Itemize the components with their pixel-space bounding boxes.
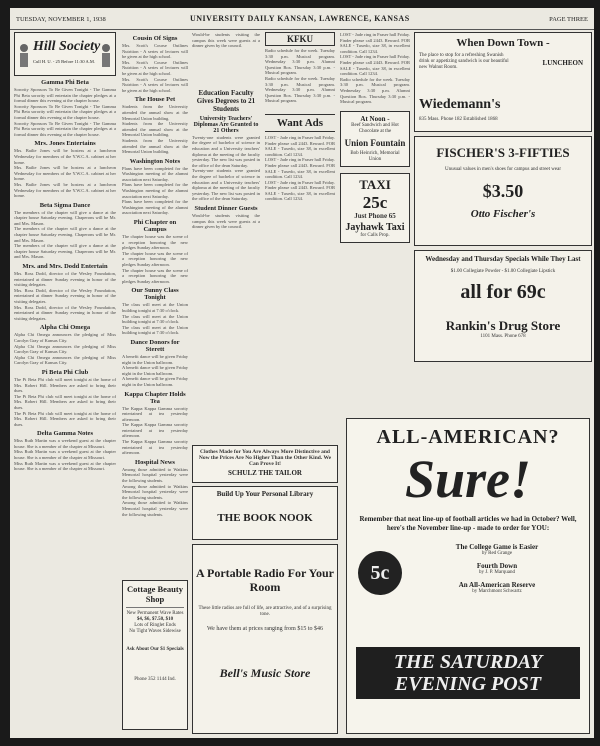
column-three-lead: Would-be students visiting the campus this week were guests at a dinner given by the council. bbox=[192, 32, 260, 49]
misc-text: LOST - Jade ring in Fraser hall Friday. Finder please call 2443. Reward. FOR SALE - Tuxedo, size 38, in excellent condition. Call 1234. bbox=[340, 32, 410, 54]
kfku-banner: KFKU bbox=[265, 32, 335, 46]
col2-text: A benefit dance will be given Friday night in the Union ballroom. bbox=[122, 353, 188, 365]
article-3: An All-American Reserve bbox=[458, 581, 536, 589]
col2-head: Dance Donors for Sterett bbox=[130, 338, 180, 353]
society-text: Alpha Chi Omega announces the pledging of Miss Carolyn Gray of Kansas City. bbox=[14, 343, 116, 355]
society-text: Alpha Chi Omega announces the pledging of Miss Carolyn Gray of Kansas City. bbox=[14, 354, 116, 366]
col2-head: Cousin Of Signs bbox=[132, 35, 178, 42]
col2-text: A benefit dance will be given Friday night in the Union ballroom. bbox=[122, 365, 188, 376]
col2-text: The Kappa Kappa Gamma sorority entertained at tea yesterday afternoon. bbox=[122, 405, 188, 422]
hill-society-title: Hill Society bbox=[33, 39, 101, 54]
society-text: Miss Ruth Martin was a weekend guest at the chapter house. She is a member of the chapter at Missouri. bbox=[14, 438, 116, 449]
col2-head: Washington Notes bbox=[129, 157, 181, 165]
society-head: Pi Beta Phi Club bbox=[41, 368, 89, 376]
col2-text: The chapter house was the scene of a reception honoring the new pledges Sunday afternoon. bbox=[122, 250, 188, 267]
taxi-phone: Just Phone 65 bbox=[354, 211, 396, 220]
schulz-name: SCHULZ THE TAILOR bbox=[228, 469, 302, 477]
col2-text: Students from the University attended the annual show at the Memorial Union building. bbox=[122, 137, 188, 155]
society-text: Sorority Sponsors To Be Given Tonight - The Gamma Phi Beta sorority will entertain the chapter pledges at a formal dinner this evening at the chapter house. bbox=[14, 87, 116, 104]
col2-text: The class will meet at the Union building tonight at 7:30 o'clock. bbox=[122, 302, 188, 313]
society-text: Alpha Chi Omega announces the pledging of Miss Carolyn Gray of Kansas City. bbox=[14, 332, 116, 343]
col2-text: The class will meet at the Union building tonight at 7:30 o'clock. bbox=[122, 324, 188, 336]
otto-fischer-logo: Otto Fischer's bbox=[470, 208, 536, 220]
fischer-text: Unusual values in men's shoes for campus and street wear bbox=[444, 167, 561, 172]
society-head: Mrs. Jones Entertains bbox=[34, 140, 96, 148]
col2-text: Students from the University attended the annual show at the Memorial Union building. bbox=[122, 121, 188, 138]
col2-text: A benefit dance will be given Friday night in the Union ballroom. bbox=[122, 376, 188, 387]
article-2: Fourth Down bbox=[476, 562, 518, 570]
column-four-b bbox=[340, 32, 410, 442]
society-text: Sorority Sponsors To Be Given Tonight - The Gamma Phi Beta sorority will entertain the chapter pledges at a formal dinner this evening at the chapter house. bbox=[14, 120, 116, 137]
col2-text: The chapter house was the scene of a reception honoring the new pledges Sunday afternoon. bbox=[122, 234, 188, 251]
book-nook-ad bbox=[192, 486, 338, 540]
radio-schedule: Radio schedule for the week. Tuesday 3:30 p.m. Musical program. Wednesday 3:30 p.m. Alumni Question Box. Thursday 3:30 p.m. - Musical program. bbox=[265, 48, 335, 76]
union-name: Union Fountain bbox=[344, 137, 406, 148]
header-page: PAGE THREE bbox=[549, 16, 588, 23]
society-text: The members of the chapter will give a dance at the chapter house Saturday evening. Chaperons will be Mr. and Mrs. Mason. bbox=[14, 243, 116, 260]
all-american-head: ALL-AMERICAN? bbox=[376, 426, 560, 448]
society-text: Mrs. Bailie Jones will be hostess at a luncheon Wednesday for members of the Y.W.C.A. cabinet at her home. bbox=[14, 165, 116, 182]
society-text: Mrs. Bailie Jones will be hostess at a luncheon Wednesday for members of the Y.W.C.A. cabinet at her home. bbox=[14, 148, 116, 165]
wiedemann-ad bbox=[414, 32, 592, 132]
misc-text-3: Radio schedule for the week. Tuesday 3:30 p.m. Musical program. Wednesday 3:30 p.m. Alumni Question Box. Thursday 3:30 p.m. - Musical program. bbox=[340, 76, 410, 105]
rankin-head: Wednesday and Thursday Specials While They Last bbox=[425, 255, 581, 263]
fischer-price: $3.50 bbox=[482, 181, 524, 201]
col2-text: Among those admitted to Watkins Memorial hospital yesterday were the following students. bbox=[122, 466, 188, 484]
misc-text-2: LOST - Jade ring in Fraser hall Friday. Finder please call 2443. Reward. FOR SALE - Tuxedo, size 38, in excellent condition. Call 1234. bbox=[340, 54, 410, 77]
figure-left-icon bbox=[17, 43, 31, 69]
radio-text: These little radios are full of life, are attractive, and of a surprising tone. bbox=[198, 606, 332, 617]
taxi-head: TAXI bbox=[359, 176, 391, 192]
want-ads-text: LOST - Jade ring in Fraser hall Friday. Finder please call 2443. Reward. FOR SALE - Tuxedo, size 38, in excellent condition. Call 1234. bbox=[265, 134, 335, 157]
articles-block bbox=[350, 543, 586, 643]
col2-text: The Kappa Kappa Gamma sorority entertained at tea yesterday afternoon. bbox=[122, 422, 188, 439]
library-head: Build Up Your Personal Library bbox=[216, 490, 314, 498]
society-head: Mrs. and Mrs. Dodd Entertain bbox=[22, 263, 108, 271]
col2-text: Mrs. Scott's Course Outlines Nutrition - A series of lectures will be given at the high school. bbox=[122, 43, 188, 60]
col2-text: Plans have been completed for the Washington meeting of the alumni association next Saturday. bbox=[122, 182, 188, 199]
column-society bbox=[14, 32, 116, 732]
divider bbox=[126, 607, 184, 608]
newspaper-page bbox=[10, 8, 594, 738]
jayhawk-sub: for Calls Prop. bbox=[360, 232, 390, 238]
society-text: The Pi Beta Phi club will meet tonight at the home of Mrs. Robert Hill. Members are asked to bring their dues. bbox=[14, 393, 116, 410]
col2-head: Phi Chapter on Campus bbox=[133, 219, 177, 234]
cottage-title: Cottage Beauty Shop bbox=[127, 584, 183, 604]
col2-text: Plans have been completed for the Washington meeting of the alumni association next Saturday. bbox=[122, 165, 188, 182]
society-text: Miss Ruth Martin was a weekend guest at the chapter house. She is a member of the chapter at Missouri. bbox=[14, 460, 116, 472]
article-1-by: by Red Grange bbox=[481, 551, 513, 556]
student-dinner-head: Student Dinner Guests bbox=[194, 204, 258, 212]
schulz-text: Clothes Made for You Are Always More Distinctive and Now the Prices Are No Higher Than the Other Kind. We Can Prove It! bbox=[198, 449, 332, 467]
col2-text: Mrs. Scott's Course Outlines Nutrition - A series of lectures will be given at the high school. bbox=[122, 59, 188, 76]
articles-list bbox=[412, 543, 582, 595]
taxi-price: 25c bbox=[362, 192, 388, 212]
column-two-items bbox=[122, 35, 188, 517]
cottage-line-3: Lots of Ringlet Ends bbox=[134, 623, 176, 628]
union-head: At Noon - bbox=[360, 114, 390, 123]
cottage-ask: Ask About Our $1 Specials bbox=[126, 647, 184, 652]
wiedemann-name: Wiedemann's bbox=[419, 97, 501, 112]
society-text: The members of the chapter will give a dance at the chapter house Saturday evening. Chaperons will be Mr. and Mrs. Mason. bbox=[14, 209, 116, 226]
society-text: Mrs. Ross Dodd, director of the Wesley Foundation, entertained at dinner Sunday evening in honor of the visiting delegates. bbox=[14, 304, 116, 321]
rankin-name: Rankin's Drug Store bbox=[445, 318, 561, 333]
society-text: Miss Ruth Martin was a weekend guest at the chapter house. She is a member of the chapter at Missouri. bbox=[14, 449, 116, 461]
wiedemann-head: When Down Town - bbox=[456, 37, 550, 49]
header-title: UNIVERSITY DAILY KANSAN, LAWRENCE, KANSAS bbox=[190, 14, 410, 23]
rankin-sub: 1101 Mass. Phone 678 bbox=[480, 334, 526, 339]
jayhawk-name: Jayhawk Taxi bbox=[345, 221, 405, 233]
union-ad bbox=[340, 111, 410, 167]
education-headline: Education Faculty Gives Degrees to 21 Students bbox=[196, 88, 256, 113]
column-three bbox=[192, 32, 260, 442]
bells-radio-ad bbox=[192, 544, 338, 734]
sure-text: Remember that neat line-up of football articles we had in October? Well, here's the November line-up - made to order for YOU: bbox=[359, 515, 577, 532]
col2-text: The class will meet at the Union building tonight at 7:30 o'clock. bbox=[122, 313, 188, 325]
col2-text: Plans have been completed for the Washington meeting of the alumni association next Saturday. bbox=[122, 199, 188, 216]
want-ads-banner: Want Ads bbox=[265, 114, 335, 132]
page-header bbox=[10, 8, 594, 30]
wiedemann-sub: 835 Mass. Phone 182 Established 1868 bbox=[419, 117, 498, 122]
society-text: Mrs. Ross Dodd, director of the Wesley Foundation, entertained at dinner Sunday evening in honor of the visiting delegates. bbox=[14, 271, 116, 288]
saturday-evening-post-ad bbox=[346, 418, 590, 734]
society-text: The Pi Beta Phi club will meet tonight at the home of Mrs. Robert Hill. Members are asked to bring their dues. bbox=[14, 410, 116, 427]
col2-text: The chapter house was the scene of a reception honoring the new pledges Sunday afternoon. bbox=[122, 267, 188, 284]
column-ads-right bbox=[414, 32, 592, 442]
want-ads-text-3: LOST - Jade ring in Fraser hall Friday. Finder please call 2443. Reward. FOR SALE - Tuxedo, size 38, in excellent condition. Call 1234. bbox=[265, 179, 335, 202]
col2-text: Among those admitted to Watkins Memorial hospital yesterday were the following students. bbox=[122, 500, 188, 517]
header-date: TUESDAY, NOVEMBER 1, 1938 bbox=[16, 16, 106, 23]
society-items bbox=[14, 79, 116, 472]
fischer-ad bbox=[414, 136, 592, 246]
hill-society-sub: Cull H. U. - 25 Before 11:30 A.M. bbox=[33, 59, 95, 64]
education-text-2: Twenty-one students were granted the degree of bachelor of science in education and a University teachers' diploma at the meeting of the faculty yesterday. The new list was posted in the office of the dean Saturday. bbox=[192, 168, 260, 202]
education-subhead: University Teachers' Diplomas Are Granted to 21 Others bbox=[193, 115, 259, 134]
want-ads-text-2: LOST - Jade ring in Fraser hall Friday. Finder please call 2443. Reward. FOR SALE - Tuxedo, size 38, in excellent condition. Call 1234. bbox=[265, 157, 335, 180]
union-place: Bob Heinrich, Memorial Union bbox=[350, 150, 400, 162]
col2-head: Our Sunny Class Tonight bbox=[131, 287, 179, 302]
society-text: The Pi Beta Phi club will meet tonight at the home of Mrs. Robert Hill. Members are asked to bring their dues. bbox=[14, 376, 116, 394]
cottage-phone: Phone 352 1144 Ind. bbox=[134, 677, 176, 682]
rankin-text: $1.00 Collegiate Powder - $1.00 Collegiate Lipstick bbox=[450, 269, 556, 274]
figure-right-icon bbox=[99, 43, 113, 69]
sure-head: Sure! bbox=[404, 449, 532, 509]
rankin-price: all for 69c bbox=[460, 281, 546, 303]
col2-head: Hospital News bbox=[135, 458, 175, 466]
bells-name: Bell's Music Store bbox=[219, 666, 311, 680]
fischer-title: FISCHER'S 3-FIFTIES bbox=[436, 145, 570, 160]
society-head: Beta Sigma Dance bbox=[39, 201, 91, 209]
society-text: Sorority Sponsors To Be Given Tonight - The Gamma Phi Beta sorority will entertain the chapter pledges at a formal dinner this evening at the chapter house. bbox=[14, 103, 116, 120]
wiedemann-text: The place to stop for a refreshing Swanish drink or appetizing sandwich is our beautiful new Walnut Room. bbox=[419, 53, 509, 70]
article-3-by: by Marchmont Schwartz bbox=[472, 589, 522, 594]
column-two bbox=[122, 32, 188, 732]
article-1: The College Game is Easier bbox=[455, 543, 539, 551]
society-head: Gamma Phi Beta bbox=[41, 79, 89, 86]
col2-text: Students from the University attended the annual show at the Memorial Union building. bbox=[122, 104, 188, 121]
student-dinner-text: Would-be students visiting the campus this week were guests at a dinner given by the council. bbox=[192, 212, 260, 230]
union-sub: Beef Sandwich and Hot Chocolate at the bbox=[351, 122, 399, 134]
rankin-ad bbox=[414, 250, 592, 362]
col2-text: Mrs. Scott's Course Outlines Nutrition - A series of lectures will be given at the high school. bbox=[122, 76, 188, 93]
cottage-line-2: $4, $6, $7.50, $10 bbox=[136, 617, 174, 622]
education-text: Twenty-one students were granted the degree of bachelor of science in education and a University teachers' diploma at the meeting of the faculty yesterday. The new list was posted in the office of the dean Saturday. bbox=[192, 134, 260, 168]
radio-head: A Portable Radio For Your Room bbox=[196, 566, 334, 594]
taxi-ad bbox=[340, 173, 410, 243]
luncheon-label: LUNCHEON bbox=[542, 59, 583, 67]
radio-price: We have them at prices ranging from $15 to $46 bbox=[207, 626, 323, 632]
society-head: Alpha Chi Omega bbox=[39, 324, 91, 332]
society-head: Delta Gamma Notes bbox=[37, 430, 93, 438]
society-text: The members of the chapter will give a dance at the chapter house Saturday evening. Chaperons will be Mr. and Mrs. Mason. bbox=[14, 226, 116, 243]
col2-head: Kappa Chapter Holds Tea bbox=[124, 390, 186, 405]
price-5c-badge: 5c bbox=[358, 551, 402, 595]
hill-society-banner bbox=[14, 32, 116, 76]
radio-schedule-2: Radio schedule for the week. Tuesday 3:30 p.m. Musical program. Wednesday 3:30 p.m. Alumni Question Box. Thursday 3:30 p.m. - Musical program. bbox=[265, 75, 335, 104]
col2-head: The House Pet bbox=[134, 96, 176, 104]
col2-text: Among those admitted to Watkins Memorial hospital yesterday were the following students. bbox=[122, 483, 188, 500]
society-text: Mrs. Ross Dodd, director of the Wesley Foundation, entertained at dinner Sunday evening in honor of the visiting delegates. bbox=[14, 287, 116, 304]
column-four bbox=[265, 32, 335, 442]
society-text: Mrs. Bailie Jones will be hostess at a luncheon Wednesday for members of the Y.W.C.A. cabinet at her home. bbox=[14, 181, 116, 199]
post-banner: THE SATURDAY EVENING POST bbox=[356, 647, 580, 699]
cottage-line-4: No Tight Waves Sidewise bbox=[129, 629, 181, 634]
cottage-line-1: New Permanent Wave Rates bbox=[126, 611, 184, 616]
article-2-by: by J. P. Marquand bbox=[479, 570, 515, 575]
col2-text: The Kappa Kappa Gamma sorority entertained at tea yesterday afternoon. bbox=[122, 439, 188, 456]
cottage-beauty-ad bbox=[122, 580, 188, 730]
schulz-tailor-ad bbox=[192, 445, 338, 483]
book-nook-name: THE BOOK NOOK bbox=[217, 512, 313, 524]
